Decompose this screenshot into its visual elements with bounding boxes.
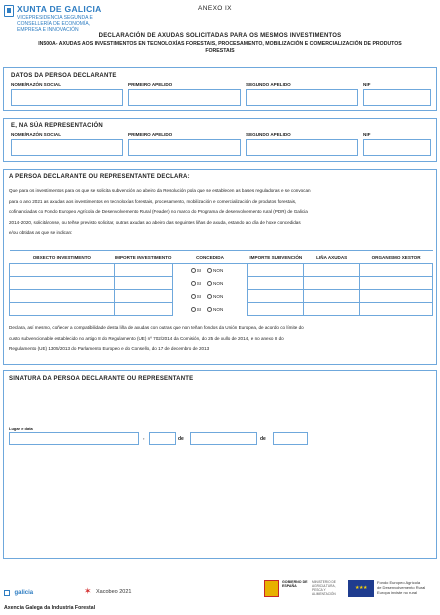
rep-first-surname-field[interactable] [128, 139, 241, 156]
investment-object-cell[interactable] [10, 290, 115, 303]
radio-yes-label: SI [196, 293, 202, 299]
eu-fund-logo [348, 579, 438, 599]
document-subtitle: IN500A- AXUDAS AOS INVESTIMENTOS EN TECNOLOXÍAS FORESTAIS, PROCESAMENTO, MOBILIZACIÓN E COMERCIALIZACIÓN DE PRODUTOS FORESTAIS [38, 41, 402, 54]
table-row [10, 290, 433, 303]
signature-section [3, 370, 437, 559]
col-header: CONCEDIDA [172, 251, 248, 264]
investment-amount-cell[interactable] [114, 290, 172, 303]
rep-nif-field[interactable] [363, 139, 431, 156]
document-title-block [0, 33, 440, 54]
galicia-logo [4, 584, 33, 602]
col-header: OBXECTO INVESTIMENTO [10, 251, 115, 264]
eu-fund-text [377, 580, 425, 595]
document-title: DECLARACIÓN DE AXUDAS SOLICITADAS PARA OS MESMOS INVESTIMENTOS [98, 33, 342, 39]
radio-no[interactable] [207, 294, 212, 299]
spain-coat-icon [264, 580, 279, 597]
radio-no-label: NON [213, 306, 224, 312]
section-title: E, NA SÚA REPRESENTACIÓN [11, 123, 103, 129]
col-header: LIÑA AXUDAS [304, 251, 360, 264]
radio-no[interactable] [207, 281, 212, 286]
first-surname-field[interactable] [128, 89, 241, 106]
text-line: Regulamento (UE) 1305/2013 do Parlamento Europeo e do Consello, do 17 de decembro de 2013 [9, 346, 210, 351]
managing-body-cell[interactable] [360, 264, 433, 277]
investment-object-cell[interactable] [10, 303, 115, 316]
radio-yes[interactable] [191, 281, 196, 286]
radio-yes-label: SI [196, 306, 202, 312]
field-label: NOME/RAZÓN SOCIAL [11, 82, 62, 87]
place-field[interactable] [9, 432, 139, 445]
table-row [10, 264, 433, 277]
field-label: NIF [363, 132, 371, 137]
rep-second-surname-field[interactable] [246, 139, 358, 156]
name-field[interactable] [11, 89, 123, 106]
eu-fund-line: de Desenvolvemento Rural [377, 585, 426, 590]
logo-line: EMPRESA E INNOVACIÓN [17, 27, 79, 33]
radio-yes-label: SI [196, 280, 202, 286]
text-line: cofinanciadas co Fondo Europeo Agrícola de Desenvolvemento Rural (Feader) no marco do Programa de desenvolvemento rural (PDR) de Galicia [9, 209, 308, 214]
aid-table [9, 250, 433, 316]
text-line: Que para os investimentos para os que se solicita subvención ao abeiro da Resolución pola que se establecen as bases reguladoras e se convocan [9, 188, 311, 193]
radio-yes[interactable] [191, 268, 196, 273]
field-label: NIF [363, 82, 371, 87]
section-title: DATOS DA PERSOA DECLARANTE [11, 73, 117, 79]
radio-yes[interactable] [191, 294, 196, 299]
eu-flag-icon: ★★★ [348, 580, 374, 597]
granted-cell [172, 290, 248, 303]
declaration-section [3, 169, 437, 365]
field-label: PRIMEIRO APELIDO [128, 82, 173, 87]
field-label: PRIMEIRO APELIDO [128, 132, 173, 137]
logo-line: VICEPRESIDENCIA SEGUNDA E [17, 15, 93, 21]
managing-body-cell[interactable] [360, 277, 433, 290]
granted-cell [172, 277, 248, 290]
agency-name: Axencia Galega da Industria Forestal [4, 605, 96, 611]
year-field[interactable] [273, 432, 308, 445]
xunta-logo-icon [4, 5, 14, 17]
investment-amount-cell[interactable] [114, 277, 172, 290]
granted-cell [172, 303, 248, 316]
section-title: SINATURA DA PERSOA DECLARANTE OU REPRESENTANTE [9, 376, 194, 382]
radio-no[interactable] [207, 307, 212, 312]
eu-fund-line: Fondo Europeo Agrícola [377, 580, 421, 585]
aid-line-cell[interactable] [304, 303, 360, 316]
text-line: e/ou obtidas as que se indican: [9, 230, 73, 235]
aid-line-cell[interactable] [304, 264, 360, 277]
ministry-sub: MINISTERIO DE AGRICULTURA, PESCA Y ALIMENTACIÓN [312, 580, 336, 596]
granted-cell [172, 264, 248, 277]
investment-object-cell[interactable] [10, 264, 115, 277]
radio-no[interactable] [207, 268, 212, 273]
text-line: 2014-2020, solicitáronse, ou teñse previsto solicitar, outras axudas ao abeiro das seguintes liñas de axuda, estando ao día de hoxe concedidas [9, 219, 301, 225]
logo-line: CONSELLERÍA DE ECONOMÍA, [17, 21, 91, 27]
investment-amount-cell[interactable] [114, 264, 172, 277]
month-field[interactable] [190, 432, 257, 445]
managing-body-cell[interactable] [360, 290, 433, 303]
radio-no-label: NON [213, 280, 224, 286]
investment-object-cell[interactable] [10, 277, 115, 290]
xacobeo-logo [84, 583, 131, 601]
section-title: A PERSOA DECLARANTE OU REPRESENTANTE DECLARA: [9, 174, 190, 180]
de-label: de [178, 436, 184, 442]
logo-name: XUNTA DE GALICIA [17, 4, 102, 14]
ministry-name: GOBIERNO DE ESPAÑA [282, 580, 308, 588]
subsidy-amount-cell[interactable] [248, 303, 304, 316]
field-label: NOME/RAZÓN SOCIAL [11, 132, 62, 137]
second-surname-field[interactable] [246, 89, 358, 106]
eu-fund-line: Europa inviste no rural [377, 590, 418, 595]
declaration-closing [9, 323, 433, 355]
declarant-section [3, 67, 437, 111]
declaration-intro [9, 186, 433, 239]
place-date-label: Lugar e data [9, 426, 33, 431]
rep-name-field[interactable] [11, 139, 123, 156]
day-field[interactable] [149, 432, 176, 445]
text-line: Declara, así mesmo, coñecer a compatibilidade desta liña de axudas con outras que non teñan fondos da Unión Europea, de acordo co límite do [9, 325, 304, 330]
radio-no-label: NON [213, 293, 224, 299]
annex-label: ANEXO IX [198, 5, 232, 12]
text-line: para o ano 2021 as axudas aos investimentos en tecnoloxías forestais, procesamento, mobilización e comercialización de produtos forestais, [9, 198, 297, 204]
table-row [10, 277, 433, 290]
text-line: custo subvencionable establecido no artigo 8 do Regulamento (UE) nº 702/2014 da Comisión, do 25 de xullo de 2014, e no anexo II do [9, 335, 284, 341]
nif-field[interactable] [363, 89, 431, 106]
galicia-mark-icon [4, 590, 10, 596]
field-label: SEGUNDO APELIDO [246, 132, 291, 137]
aid-line-cell[interactable] [304, 277, 360, 290]
col-header: IMPORTE SUBVENCIÓN [248, 251, 304, 264]
field-label: SEGUNDO APELIDO [246, 82, 291, 87]
investment-amount-cell[interactable] [114, 303, 172, 316]
radio-yes-label: SI [196, 267, 202, 273]
xacobeo-mark-icon: ✶ [84, 586, 92, 597]
col-header: ORGANISMO XESTOR [360, 251, 433, 264]
subsidy-amount-cell[interactable] [248, 264, 304, 277]
de-label: de [260, 436, 266, 442]
col-header: IMPORTE INVESTIMENTO [114, 251, 172, 264]
managing-body-cell[interactable] [360, 303, 433, 316]
radio-no-label: NON [213, 267, 224, 273]
subsidy-amount-cell[interactable] [248, 277, 304, 290]
aid-line-cell[interactable] [304, 290, 360, 303]
table-row [10, 303, 433, 316]
comma-separator: , [143, 435, 145, 441]
galicia-text: galicia [14, 589, 34, 596]
ministry-logo [264, 579, 344, 599]
xacobeo-text: Xacobeo 2021 [96, 588, 132, 595]
radio-yes[interactable] [191, 307, 196, 312]
representative-section [3, 118, 437, 162]
subsidy-amount-cell[interactable] [248, 290, 304, 303]
